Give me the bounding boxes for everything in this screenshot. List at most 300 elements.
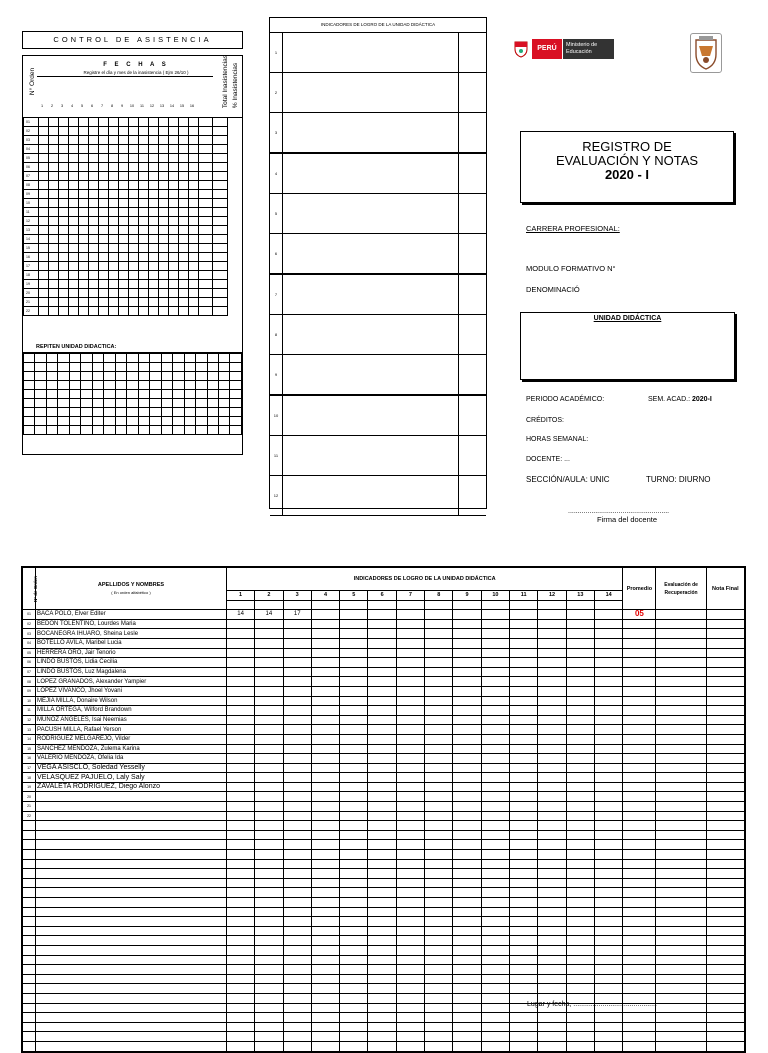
promedio-cell[interactable]	[623, 782, 656, 792]
score-cell[interactable]	[425, 869, 453, 879]
attendance-cell[interactable]	[159, 154, 169, 163]
score-cell[interactable]	[510, 811, 538, 821]
repiten-cell[interactable]	[35, 399, 46, 408]
repiten-cell[interactable]	[161, 408, 172, 417]
attendance-cell[interactable]	[99, 298, 109, 307]
score-cell[interactable]	[510, 907, 538, 917]
attendance-cell[interactable]	[89, 190, 99, 199]
repiten-cell[interactable]	[230, 354, 242, 363]
repiten-cell[interactable]	[127, 426, 138, 435]
score-cell[interactable]	[255, 734, 283, 744]
score-cell[interactable]	[368, 744, 396, 754]
attendance-cell[interactable]	[89, 172, 99, 181]
repiten-cell[interactable]	[58, 408, 69, 417]
score-cell[interactable]	[340, 869, 368, 879]
attendance-cell[interactable]	[129, 280, 139, 289]
score-cell[interactable]	[510, 1032, 538, 1042]
score-cell[interactable]	[566, 1013, 594, 1023]
attendance-cell[interactable]	[139, 289, 149, 298]
repiten-cell[interactable]	[218, 354, 229, 363]
score-cell[interactable]	[538, 830, 566, 840]
score-cell[interactable]	[396, 686, 424, 696]
score-cell[interactable]	[368, 974, 396, 984]
score-cell[interactable]	[340, 955, 368, 965]
repiten-cell[interactable]	[184, 390, 195, 399]
total-cell[interactable]	[199, 226, 213, 235]
repiten-cell[interactable]	[81, 354, 92, 363]
score-cell[interactable]	[425, 878, 453, 888]
promedio-cell[interactable]	[623, 715, 656, 725]
attendance-cell[interactable]	[179, 226, 189, 235]
attendance-cell[interactable]	[179, 307, 189, 316]
score-cell[interactable]	[396, 763, 424, 773]
attendance-cell[interactable]	[79, 253, 89, 262]
repiten-cell[interactable]	[207, 381, 218, 390]
score-cell[interactable]	[566, 792, 594, 802]
total-cell[interactable]	[199, 163, 213, 172]
pct-cell[interactable]	[213, 118, 228, 127]
pct-cell[interactable]	[213, 136, 228, 145]
score-cell[interactable]	[283, 850, 311, 860]
repiten-cell[interactable]	[161, 390, 172, 399]
score-cell[interactable]	[453, 706, 481, 716]
recuperacion-cell[interactable]	[656, 811, 706, 821]
score-cell[interactable]	[396, 984, 424, 994]
attendance-cell[interactable]	[49, 172, 59, 181]
score-cell[interactable]	[340, 936, 368, 946]
score-cell[interactable]	[594, 878, 622, 888]
repiten-cell[interactable]	[81, 426, 92, 435]
score-cell[interactable]	[594, 725, 622, 735]
score-cell[interactable]	[283, 926, 311, 936]
score-cell[interactable]	[481, 696, 509, 706]
recuperacion-cell[interactable]	[656, 744, 706, 754]
repiten-cell[interactable]	[35, 363, 46, 372]
score-cell[interactable]	[425, 667, 453, 677]
repiten-cell[interactable]	[161, 372, 172, 381]
score-cell[interactable]	[226, 945, 254, 955]
score-cell[interactable]	[311, 1013, 339, 1023]
score-cell[interactable]	[566, 1022, 594, 1032]
score-cell[interactable]	[226, 850, 254, 860]
score-cell[interactable]	[368, 773, 396, 783]
score-cell[interactable]	[538, 734, 566, 744]
score-cell[interactable]	[368, 658, 396, 668]
attendance-cell[interactable]	[179, 181, 189, 190]
attendance-cell[interactable]	[39, 217, 49, 226]
score-cell[interactable]	[226, 734, 254, 744]
attendance-cell[interactable]	[139, 163, 149, 172]
repiten-cell[interactable]	[115, 417, 126, 426]
repiten-cell[interactable]	[218, 372, 229, 381]
promedio-cell[interactable]	[623, 696, 656, 706]
repiten-cell[interactable]	[35, 381, 46, 390]
attendance-cell[interactable]	[99, 226, 109, 235]
score-cell[interactable]	[255, 725, 283, 735]
repiten-cell[interactable]	[127, 381, 138, 390]
score-cell[interactable]	[396, 667, 424, 677]
attendance-cell[interactable]	[89, 154, 99, 163]
repiten-cell[interactable]	[69, 426, 80, 435]
recuperacion-cell[interactable]	[656, 619, 706, 629]
attendance-cell[interactable]	[99, 136, 109, 145]
repiten-cell[interactable]	[207, 417, 218, 426]
attendance-cell[interactable]	[179, 217, 189, 226]
total-cell[interactable]	[199, 271, 213, 280]
attendance-cell[interactable]	[39, 307, 49, 316]
score-cell[interactable]	[538, 629, 566, 639]
attendance-cell[interactable]	[99, 271, 109, 280]
repiten-cell[interactable]	[104, 426, 115, 435]
attendance-cell[interactable]	[69, 307, 79, 316]
score-cell[interactable]	[538, 744, 566, 754]
score-cell[interactable]	[481, 1032, 509, 1042]
score-cell[interactable]	[510, 802, 538, 812]
score-cell[interactable]	[311, 1032, 339, 1042]
score-cell[interactable]	[594, 945, 622, 955]
recuperacion-cell[interactable]	[656, 840, 706, 850]
attendance-cell[interactable]	[59, 307, 69, 316]
score-cell[interactable]	[566, 629, 594, 639]
score-cell[interactable]: 14	[255, 610, 283, 620]
score-cell[interactable]	[340, 782, 368, 792]
score-cell[interactable]	[481, 744, 509, 754]
score-cell[interactable]	[226, 965, 254, 975]
attendance-cell[interactable]	[79, 262, 89, 271]
score-cell[interactable]	[396, 917, 424, 927]
repiten-cell[interactable]	[104, 372, 115, 381]
score-cell[interactable]	[311, 917, 339, 927]
score-cell[interactable]	[226, 1022, 254, 1032]
score-cell[interactable]	[453, 754, 481, 764]
repiten-cell[interactable]	[58, 381, 69, 390]
score-cell[interactable]	[594, 1022, 622, 1032]
total-cell[interactable]	[199, 298, 213, 307]
score-cell[interactable]	[566, 907, 594, 917]
repiten-cell[interactable]	[46, 381, 57, 390]
score-cell[interactable]	[453, 763, 481, 773]
attendance-cell[interactable]	[149, 181, 159, 190]
repiten-cell[interactable]	[35, 417, 46, 426]
promedio-cell[interactable]	[623, 658, 656, 668]
attendance-cell[interactable]	[49, 118, 59, 127]
attendance-cell[interactable]	[149, 127, 159, 136]
score-cell[interactable]	[311, 792, 339, 802]
attendance-cell[interactable]	[189, 262, 199, 271]
score-cell[interactable]	[481, 763, 509, 773]
score-cell[interactable]	[481, 830, 509, 840]
score-cell[interactable]	[311, 638, 339, 648]
promedio-cell[interactable]	[623, 1022, 656, 1032]
attendance-cell[interactable]	[89, 118, 99, 127]
score-cell[interactable]	[566, 619, 594, 629]
attendance-cell[interactable]	[69, 271, 79, 280]
score-cell[interactable]	[566, 696, 594, 706]
score-cell[interactable]	[594, 667, 622, 677]
score-cell[interactable]	[510, 638, 538, 648]
score-cell[interactable]	[396, 725, 424, 735]
score-cell[interactable]	[481, 859, 509, 869]
attendance-cell[interactable]	[189, 298, 199, 307]
attendance-cell[interactable]	[79, 172, 89, 181]
attendance-cell[interactable]	[119, 199, 129, 208]
score-cell[interactable]	[340, 984, 368, 994]
score-cell[interactable]	[255, 782, 283, 792]
attendance-cell[interactable]	[59, 262, 69, 271]
score-cell[interactable]	[510, 821, 538, 831]
repiten-cell[interactable]	[24, 390, 35, 399]
attendance-cell[interactable]	[179, 190, 189, 199]
score-cell[interactable]	[566, 926, 594, 936]
attendance-cell[interactable]	[109, 307, 119, 316]
score-cell[interactable]	[538, 686, 566, 696]
score-cell[interactable]	[453, 686, 481, 696]
attendance-cell[interactable]	[139, 145, 149, 154]
score-cell[interactable]	[481, 629, 509, 639]
score-cell[interactable]	[481, 811, 509, 821]
score-cell[interactable]	[425, 936, 453, 946]
attendance-cell[interactable]	[79, 307, 89, 316]
promedio-cell[interactable]	[623, 725, 656, 735]
attendance-cell[interactable]	[39, 172, 49, 181]
promedio-cell[interactable]	[623, 811, 656, 821]
attendance-cell[interactable]	[189, 154, 199, 163]
score-cell[interactable]	[453, 792, 481, 802]
attendance-cell[interactable]	[169, 127, 179, 136]
attendance-cell[interactable]	[99, 145, 109, 154]
repiten-cell[interactable]	[81, 363, 92, 372]
repiten-cell[interactable]	[115, 399, 126, 408]
score-cell[interactable]	[453, 1041, 481, 1051]
attendance-cell[interactable]	[149, 289, 159, 298]
score-cell[interactable]	[283, 802, 311, 812]
indicator-text-cell[interactable]	[283, 73, 459, 112]
promedio-cell[interactable]	[623, 917, 656, 927]
score-cell[interactable]	[594, 782, 622, 792]
repiten-cell[interactable]	[207, 399, 218, 408]
repiten-cell[interactable]	[24, 381, 35, 390]
score-cell[interactable]	[425, 658, 453, 668]
score-cell[interactable]	[255, 638, 283, 648]
attendance-cell[interactable]	[139, 253, 149, 262]
score-cell[interactable]	[340, 734, 368, 744]
attendance-cell[interactable]	[189, 226, 199, 235]
attendance-cell[interactable]	[119, 145, 129, 154]
score-cell[interactable]	[481, 878, 509, 888]
recuperacion-cell[interactable]	[656, 667, 706, 677]
score-cell[interactable]	[311, 850, 339, 860]
attendance-cell[interactable]	[189, 253, 199, 262]
recuperacion-cell[interactable]	[656, 686, 706, 696]
repiten-cell[interactable]	[46, 390, 57, 399]
score-cell[interactable]	[594, 619, 622, 629]
score-cell[interactable]	[566, 811, 594, 821]
pct-cell[interactable]	[213, 298, 228, 307]
total-cell[interactable]	[199, 289, 213, 298]
score-cell[interactable]	[311, 869, 339, 879]
promedio-cell[interactable]	[623, 1041, 656, 1051]
score-cell[interactable]	[283, 821, 311, 831]
nota-final-cell[interactable]	[706, 619, 744, 629]
score-cell[interactable]	[283, 840, 311, 850]
score-cell[interactable]	[311, 696, 339, 706]
score-cell[interactable]	[594, 734, 622, 744]
indicator-text-cell[interactable]	[283, 355, 459, 394]
score-cell[interactable]	[396, 773, 424, 783]
score-cell[interactable]	[566, 744, 594, 754]
promedio-cell[interactable]	[623, 907, 656, 917]
score-cell[interactable]	[226, 955, 254, 965]
score-cell[interactable]	[538, 782, 566, 792]
attendance-cell[interactable]	[99, 208, 109, 217]
score-cell[interactable]	[594, 773, 622, 783]
attendance-cell[interactable]	[39, 199, 49, 208]
promedio-cell[interactable]	[623, 1013, 656, 1023]
score-cell[interactable]	[368, 850, 396, 860]
repiten-cell[interactable]	[69, 390, 80, 399]
score-cell[interactable]	[311, 936, 339, 946]
repiten-cell[interactable]	[127, 390, 138, 399]
score-cell[interactable]	[396, 648, 424, 658]
repiten-cell[interactable]	[138, 408, 149, 417]
repiten-cell[interactable]	[58, 417, 69, 426]
repiten-cell[interactable]	[58, 426, 69, 435]
score-cell[interactable]	[396, 878, 424, 888]
attendance-cell[interactable]	[109, 289, 119, 298]
promedio-cell[interactable]	[623, 734, 656, 744]
score-cell[interactable]	[368, 878, 396, 888]
score-cell[interactable]	[255, 945, 283, 955]
attendance-cell[interactable]	[109, 145, 119, 154]
score-cell[interactable]	[311, 773, 339, 783]
score-cell[interactable]	[283, 974, 311, 984]
attendance-cell[interactable]	[169, 163, 179, 172]
repiten-cell[interactable]	[81, 417, 92, 426]
score-cell[interactable]	[340, 993, 368, 1003]
attendance-cell[interactable]	[89, 271, 99, 280]
score-cell[interactable]	[425, 677, 453, 687]
score-cell[interactable]	[283, 1003, 311, 1013]
score-cell[interactable]	[226, 706, 254, 716]
repiten-cell[interactable]	[104, 363, 115, 372]
score-cell[interactable]	[481, 754, 509, 764]
score-cell[interactable]	[425, 898, 453, 908]
attendance-cell[interactable]	[109, 118, 119, 127]
score-cell[interactable]	[255, 840, 283, 850]
attendance-cell[interactable]	[79, 226, 89, 235]
score-cell[interactable]	[425, 744, 453, 754]
score-cell[interactable]	[453, 1022, 481, 1032]
nota-final-cell[interactable]	[706, 696, 744, 706]
attendance-cell[interactable]	[99, 127, 109, 136]
attendance-cell[interactable]	[109, 190, 119, 199]
score-cell[interactable]	[340, 667, 368, 677]
score-cell[interactable]	[566, 686, 594, 696]
attendance-cell[interactable]	[149, 190, 159, 199]
nota-final-cell[interactable]	[706, 773, 744, 783]
score-cell[interactable]	[481, 773, 509, 783]
score-cell[interactable]	[481, 869, 509, 879]
total-cell[interactable]	[199, 136, 213, 145]
nota-final-cell[interactable]	[706, 802, 744, 812]
score-cell[interactable]	[510, 782, 538, 792]
repiten-cell[interactable]	[69, 408, 80, 417]
score-cell[interactable]	[453, 917, 481, 927]
score-cell[interactable]	[226, 898, 254, 908]
score-cell[interactable]	[226, 907, 254, 917]
score-cell[interactable]	[368, 965, 396, 975]
score-cell[interactable]	[425, 802, 453, 812]
score-cell[interactable]	[226, 993, 254, 1003]
repiten-cell[interactable]	[218, 390, 229, 399]
attendance-cell[interactable]	[119, 226, 129, 235]
pct-cell[interactable]	[213, 289, 228, 298]
attendance-cell[interactable]	[89, 199, 99, 208]
score-cell[interactable]	[255, 811, 283, 821]
score-cell[interactable]	[283, 984, 311, 994]
score-cell[interactable]	[425, 773, 453, 783]
pct-cell[interactable]	[213, 235, 228, 244]
score-cell[interactable]	[425, 610, 453, 620]
score-cell[interactable]	[311, 725, 339, 735]
score-cell[interactable]	[481, 677, 509, 687]
score-cell[interactable]	[226, 658, 254, 668]
score-cell[interactable]	[283, 859, 311, 869]
attendance-cell[interactable]	[179, 136, 189, 145]
attendance-cell[interactable]	[169, 181, 179, 190]
score-cell[interactable]	[594, 830, 622, 840]
score-cell[interactable]	[368, 686, 396, 696]
attendance-cell[interactable]	[189, 208, 199, 217]
nota-final-cell[interactable]	[706, 926, 744, 936]
score-cell[interactable]	[481, 898, 509, 908]
score-cell[interactable]	[396, 638, 424, 648]
score-cell[interactable]	[453, 677, 481, 687]
attendance-cell[interactable]	[69, 163, 79, 172]
attendance-cell[interactable]	[69, 127, 79, 136]
promedio-cell[interactable]	[623, 984, 656, 994]
score-cell[interactable]	[283, 658, 311, 668]
score-cell[interactable]	[368, 715, 396, 725]
score-cell[interactable]	[594, 974, 622, 984]
score-cell[interactable]	[255, 859, 283, 869]
attendance-cell[interactable]	[129, 145, 139, 154]
attendance-cell[interactable]	[59, 208, 69, 217]
score-cell[interactable]	[340, 1032, 368, 1042]
total-cell[interactable]	[199, 280, 213, 289]
attendance-cell[interactable]	[59, 244, 69, 253]
score-cell[interactable]	[226, 840, 254, 850]
score-cell[interactable]	[425, 974, 453, 984]
recuperacion-cell[interactable]	[656, 878, 706, 888]
recuperacion-cell[interactable]	[656, 734, 706, 744]
score-cell[interactable]	[396, 811, 424, 821]
repiten-cell[interactable]	[150, 372, 161, 381]
promedio-cell[interactable]	[623, 754, 656, 764]
score-cell[interactable]	[538, 1032, 566, 1042]
score-cell[interactable]	[340, 974, 368, 984]
attendance-cell[interactable]	[99, 253, 109, 262]
score-cell[interactable]	[396, 1022, 424, 1032]
score-cell[interactable]	[368, 629, 396, 639]
score-cell[interactable]	[396, 1013, 424, 1023]
attendance-cell[interactable]	[159, 289, 169, 298]
score-cell[interactable]	[340, 888, 368, 898]
score-cell[interactable]	[594, 917, 622, 927]
repiten-cell[interactable]	[104, 417, 115, 426]
score-cell[interactable]	[453, 1032, 481, 1042]
score-cell[interactable]	[510, 869, 538, 879]
